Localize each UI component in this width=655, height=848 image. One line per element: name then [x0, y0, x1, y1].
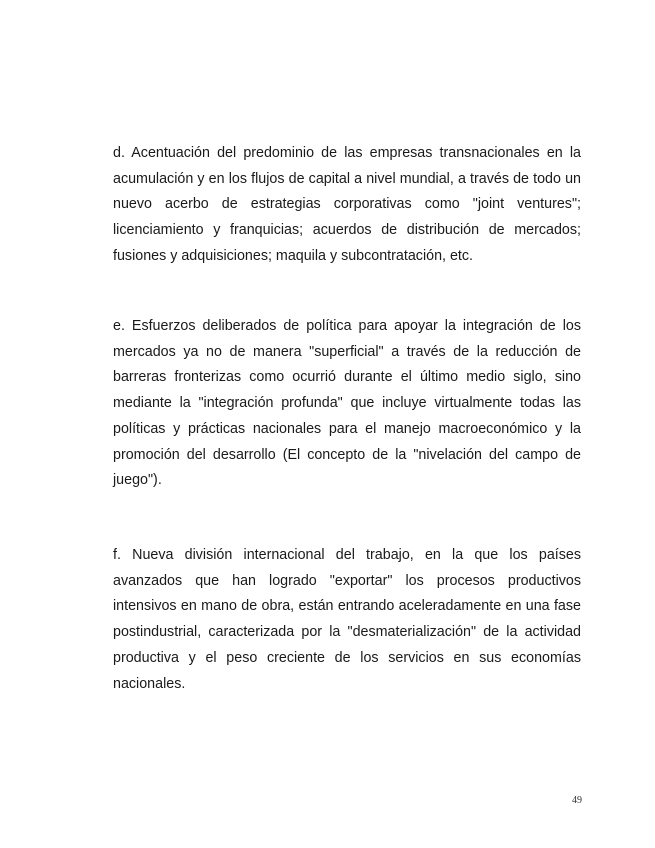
paragraph-e: e. Esfuerzos deliberados de política para apoyar la integración de los mercados ya no de manera "superficial" a través de la reducción de barreras fronterizas como ocurrió durante el último medio siglo, sino mediante la "integración profunda" que incluye virtualmente todas las políticas y prácticas nacionales para el manejo macroeconómico y la promoción del desarrollo (El concepto de la "nivelación del campo de juego"). — [113, 318, 581, 489]
paragraph-f: f. Nueva división internacional del trabajo, en la que los países avanzados que han logrado "exportar" los procesos productivos intensivos en mano de obra, están entrando aceleradamente en una fase postindustrial, caracterizada por la "desmaterialización" de la actividad productiva y el peso creciente de los servicios en sus economías nacionales. — [113, 547, 581, 692]
paragraph-d: d. Acentuación del predominio de las empresas transnacionales en la acumulación y en los flujos de capital a nivel mundial, a través de todo un nuevo acerbo de estrategias corporativas como "joint ventures"; licenciamiento y franquicias; acuerdos de distribución de mercados; fusiones y adquisiciones; maquila y subcontratación, etc. — [113, 145, 581, 264]
page-number: 49 — [572, 795, 582, 806]
